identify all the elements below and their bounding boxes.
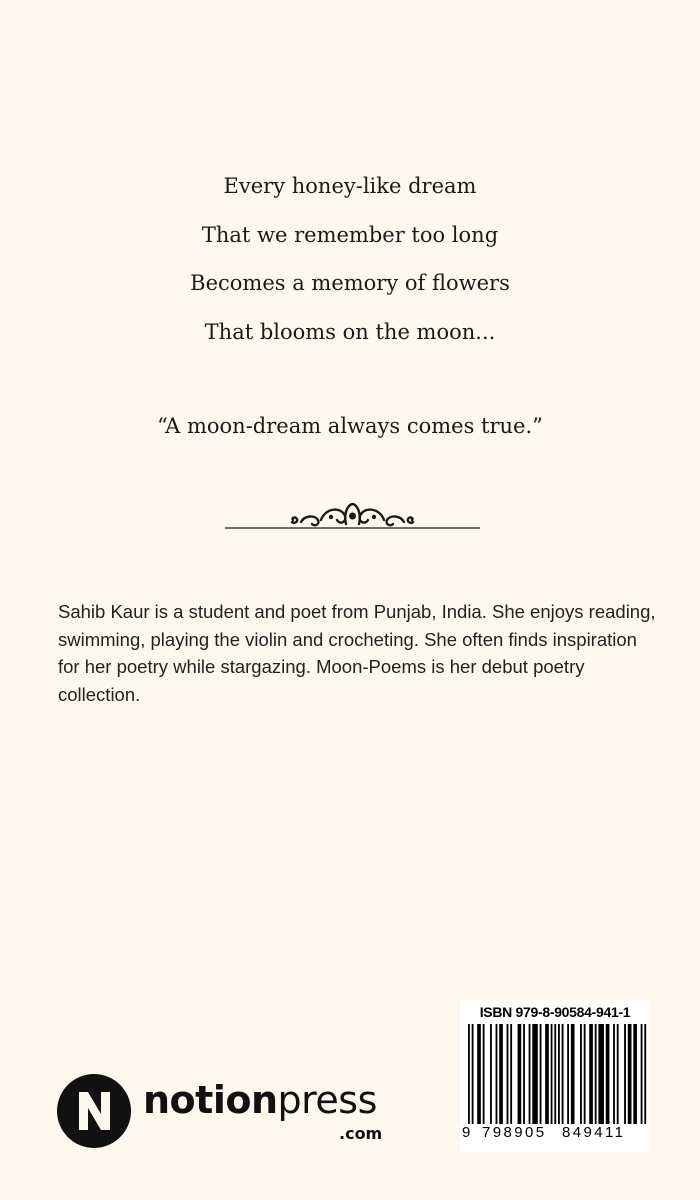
barcode-bar: [510, 1024, 512, 1124]
barcode-bar: [518, 1024, 522, 1124]
publisher-domain: .com: [339, 1124, 383, 1143]
barcode-digit-group-right: 849411: [562, 1124, 626, 1141]
barcode-bar: [472, 1024, 474, 1124]
publisher-name-bold: notion: [143, 1078, 278, 1122]
barcode-bar: [483, 1024, 485, 1124]
barcode-bar: [595, 1024, 597, 1124]
barcode-bar: [584, 1024, 586, 1124]
barcode-bar: [589, 1024, 593, 1124]
publisher-name-light: press: [277, 1078, 377, 1122]
publisher-logo: [55, 1072, 395, 1152]
barcode-icon: [468, 1024, 648, 1134]
barcode-bar: [507, 1024, 509, 1124]
barcode-bar: [490, 1024, 492, 1124]
barcode-bar: [477, 1024, 481, 1124]
barcode-bar: [580, 1024, 582, 1124]
barcode-bar: [606, 1024, 610, 1124]
barcode-bar: [628, 1024, 632, 1124]
poem-line: Every honey-like dream: [223, 174, 477, 198]
barcode-bar: [633, 1024, 637, 1124]
notionpress-logo-icon: [55, 1072, 133, 1150]
barcode-bar: [562, 1024, 564, 1124]
tagline-quote: “A moon-dream always comes true.”: [157, 414, 543, 438]
barcode-bar: [644, 1024, 646, 1124]
barcode-bar: [468, 1024, 470, 1124]
poem-excerpt: [0, 168, 700, 362]
barcode-bar: [617, 1024, 619, 1124]
poem-line: That blooms on the moon...: [204, 319, 496, 344]
barcode-bar: [545, 1024, 549, 1124]
barcode-bar: [554, 1024, 556, 1124]
poem-line: Becomes a memory of flowers: [190, 271, 510, 295]
barcode-digit-group-left: 798905: [482, 1124, 547, 1141]
poem-line: That we remember too long: [201, 222, 499, 247]
barcode-bar: [571, 1024, 575, 1124]
ornament-divider-icon: [225, 498, 480, 534]
author-bio: Sahib Kaur is a student and poet from Punjab, India. She enjoys reading, swimming, playing the violin and crocheting. She often finds inspiration for her poetry while stargazing. Moon-Poems is her debut poetry collection.: [58, 601, 656, 705]
barcode-bar: [641, 1024, 643, 1124]
barcode-digit-first: 9: [462, 1124, 471, 1141]
barcode-bar: [624, 1024, 626, 1124]
barcode-bar: [613, 1024, 615, 1124]
barcode-bar: [567, 1024, 569, 1124]
isbn-label: ISBN 979-8-90584-941-1: [479, 1004, 631, 1020]
publisher-name: [143, 1078, 377, 1122]
barcode-bar: [529, 1024, 531, 1124]
barcode-bar: [558, 1024, 560, 1124]
barcode-bar: [523, 1024, 525, 1124]
barcode-bar: [540, 1024, 542, 1124]
isbn-barcode: [460, 1000, 650, 1152]
barcode-bar: [499, 1024, 503, 1124]
barcode-bar: [532, 1024, 538, 1124]
barcode-bar: [496, 1024, 498, 1124]
barcode-bar: [598, 1024, 604, 1124]
barcode-bar: [551, 1024, 553, 1124]
